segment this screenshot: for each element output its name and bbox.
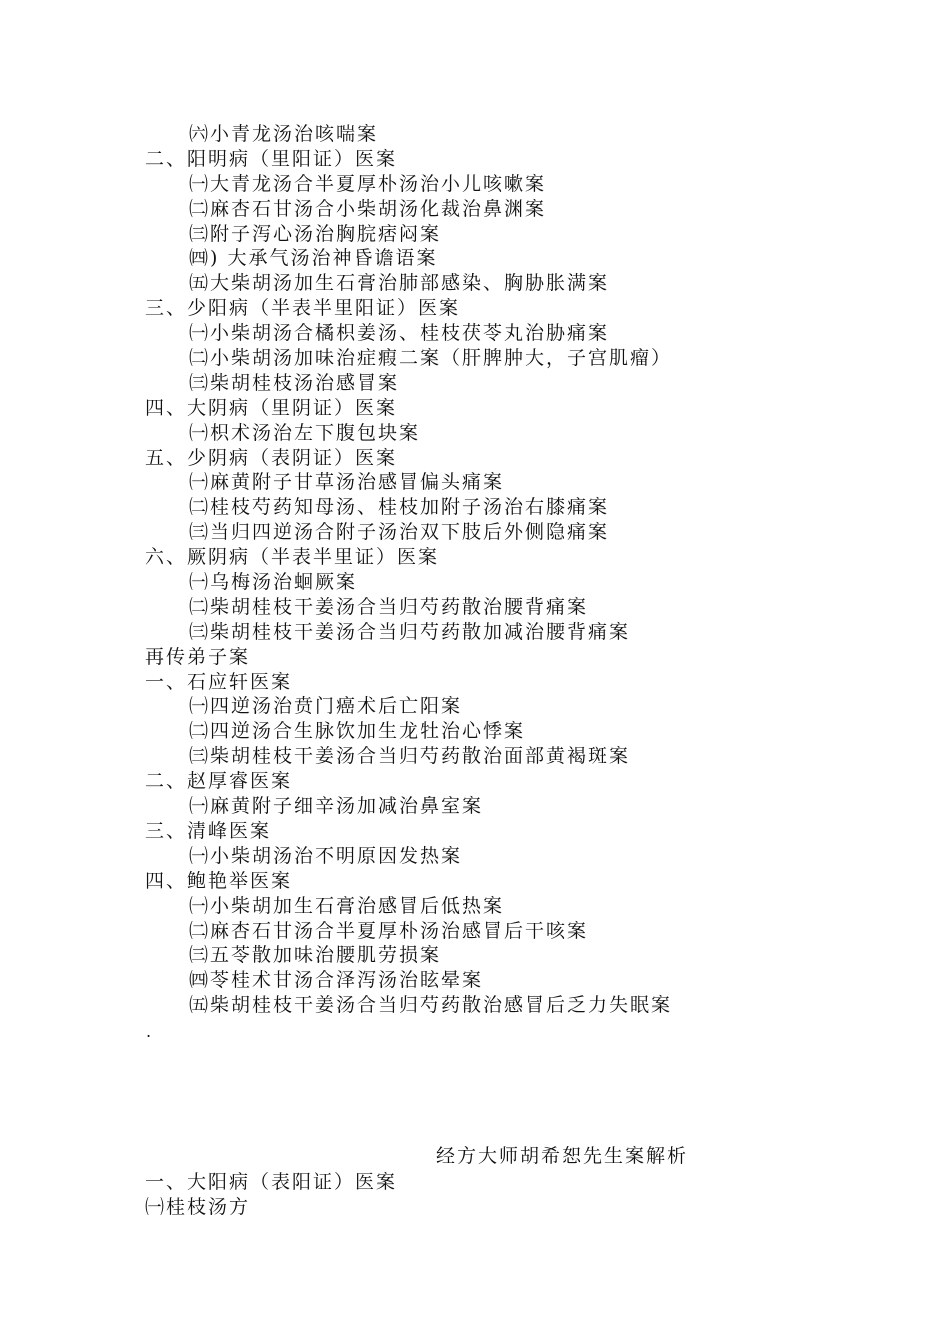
toc-entry: ㈡桂枝芍药知母汤、桂枝加附子汤治右膝痛案 (189, 496, 610, 519)
toc-entry: ㈠四逆汤治贲门癌术后亡阳案 (189, 695, 463, 718)
toc-section: 三、清峰医案 (145, 819, 272, 842)
toc-entry: ㈠枳术汤治左下腹包块案 (189, 421, 421, 444)
toc-entry: ㈢当归四逆汤合附子汤治双下肢后外侧隐痛案 (189, 521, 610, 544)
toc-entry: ㈡麻杏石甘汤合半夏厚朴汤治感冒后干咳案 (189, 919, 589, 942)
toc-section: 五、少阴病（表阴证）医案 (145, 446, 398, 469)
toc-entry: ㈢柴胡桂枝汤治感冒案 (189, 371, 400, 394)
toc-entry: ㈢柴胡桂枝干姜汤合当归芍药散治面部黄褐斑案 (189, 745, 631, 768)
toc-entry: ㈢附子泻心汤治胸脘痞闷案 (189, 222, 442, 245)
toc-entry: ㈠小柴胡汤治不明原因发热案 (189, 844, 463, 867)
toc-section: 四、鲍艳举医案 (145, 869, 293, 892)
toc-entry: ㈤大柴胡汤加生石膏治肺部感染、胸胁胀满案 (189, 272, 610, 295)
toc-entry: ㈡麻杏石甘汤合小柴胡汤化裁治鼻渊案 (189, 197, 547, 220)
toc-entry: ㈡柴胡桂枝干姜汤合当归芍药散治腰背痛案 (189, 595, 589, 618)
toc-entry: ㈠麻黄附子甘草汤治感冒偏头痛案 (189, 471, 505, 494)
toc-section: 四、大阴病（里阴证）医案 (145, 396, 398, 419)
toc-entry: ㈣苓桂术甘汤合泽泻汤治眩晕案 (189, 969, 484, 992)
toc-section: 六、厥阴病（半表半里证）医案 (145, 546, 440, 569)
toc-entry: ㈠麻黄附子细辛汤加减治鼻室案 (189, 795, 484, 818)
toc-section: 二、阳明病（里阳证）医案 (145, 147, 398, 170)
toc-section: 二、赵厚睿医案 (145, 770, 293, 793)
toc-entry: ㈡小柴胡汤加味治症瘕二案（肝脾肿大，子宫肌瘤） (189, 347, 673, 370)
page-heading: 经方大师胡希恕先生案解析 (436, 1145, 689, 1167)
toc-entry: ㈠小柴胡汤合橘枳姜汤、桂枝茯苓丸治胁痛案 (189, 322, 610, 345)
toc-entry: ㈡四逆汤合生脉饮加生龙牡治心悸案 (189, 720, 526, 743)
toc-entry: ㈠乌梅汤治蛔厥案 (189, 571, 358, 594)
toc-entry: ㈠大青龙汤合半夏厚朴汤治小儿咳嗽案 (189, 172, 547, 195)
toc-entry: ㈣) 大承气汤治神昏谵语案 (189, 247, 438, 270)
end-mark: . (146, 1022, 152, 1041)
table-of-contents (145, 122, 865, 1018)
toc-section: 再传弟子案 (145, 645, 251, 668)
toc-entry: ㈥小青龙汤治咳喘案 (189, 123, 379, 145)
toc-section: 一、石应轩医案 (145, 670, 293, 693)
toc-entry: ㈢柴胡桂枝干姜汤合当归芍药散加减治腰背痛案 (189, 620, 631, 643)
toc-entry: ㈤柴胡桂枝干姜汤合当归芍药散治感冒后乏力失眠案 (189, 994, 673, 1017)
toc-entry: ㈢五苓散加味治腰肌劳损案 (189, 944, 442, 967)
toc-entry: ㈠小柴胡加生石膏治感冒后低热案 (189, 894, 505, 917)
section-title: 一、大阳病（表阳证）医案 (145, 1171, 398, 1193)
subsection-title: ㈠桂枝汤方 (145, 1196, 251, 1218)
toc-section: 三、少阳病（半表半里阳证）医案 (145, 297, 461, 320)
